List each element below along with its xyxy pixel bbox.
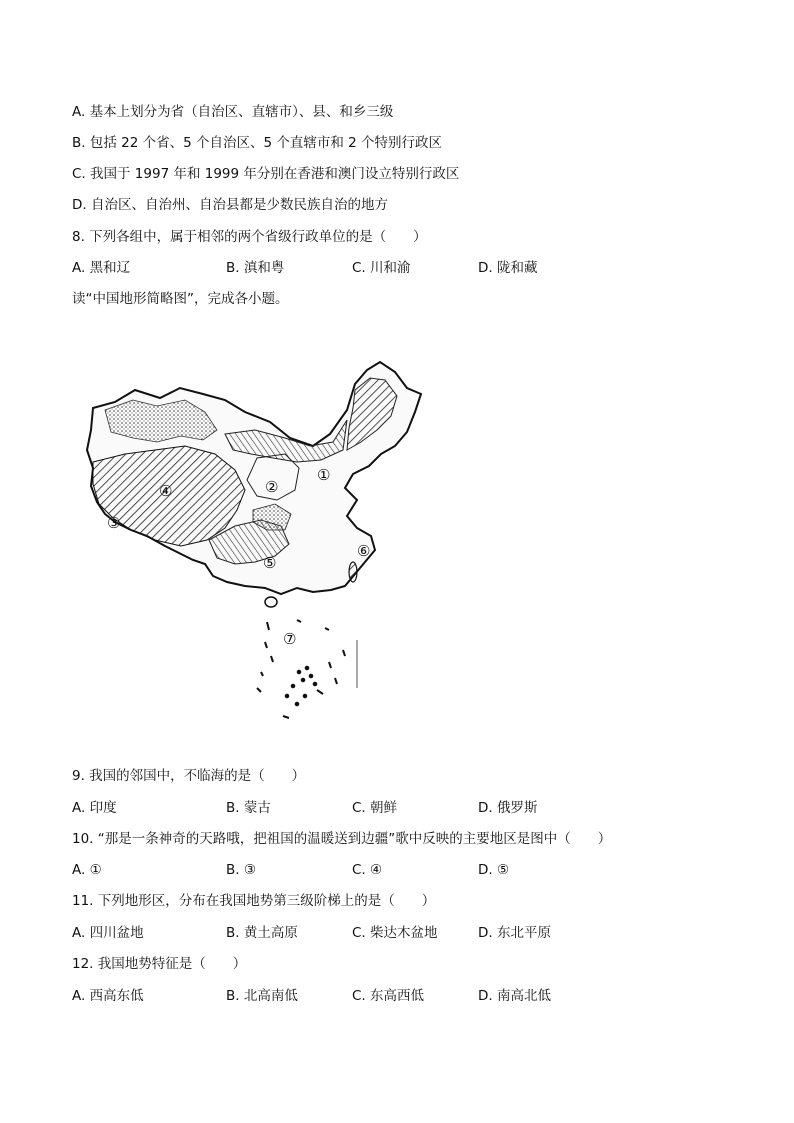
q12-option-a: A. 西高东低 [72,988,144,1004]
q10-option-c: C. ④ [352,862,383,878]
q11-stem: 11. 下列地形区，分布在我国地势第三级阶梯上的是（ ） [72,893,436,909]
q7-option-b: B. 包括 22 个省、5 个自治区、5 个直辖市和 2 个特别行政区 [72,135,443,151]
q8-option-b: B. 滇和粤 [226,260,285,276]
q9-option-c: C. 朝鲜 [352,800,398,816]
q11-option-d: D. 东北平原 [478,925,551,941]
q7-option-d: D. 自治区、自治州、自治县都是少数民族自治的地方 [72,197,388,213]
q10-stem: 10. “那是一条神奇的天路哦，把祖国的温暖送到边疆”歌中反映的主要地区是图中（ ） [72,831,612,847]
q8-option-d: D. 陇和藏 [478,260,538,276]
region-label-1: ① [317,466,331,484]
q11-option-b: B. 黄土高原 [226,925,298,941]
china-terrain-map [85,350,430,730]
q9-option-d: D. 俄罗斯 [478,800,538,816]
q10-option-d: D. ⑤ [478,862,510,878]
south-china-sea-islands [257,620,345,718]
region-label-4: ④ [159,482,173,500]
q9-stem: 9. 我国的邻国中，不临海的是（ ） [72,768,306,784]
q11-option-a: A. 四川盆地 [72,925,144,941]
region-label-3: ③ [107,514,121,532]
q12-option-b: B. 北高南低 [226,988,298,1004]
hainan-island [265,597,277,607]
q8-option-c: C. 川和渝 [352,260,411,276]
q12-option-d: D. 南高北低 [478,988,551,1004]
map-intro: 读“中国地形简略图”，完成各小题。 [72,291,289,307]
region-label-6: ⑥ [357,542,371,560]
region-label-7: ⑦ [283,630,297,648]
q10-option-a: A. ① [72,862,102,878]
q11-option-c: C. 柴达木盆地 [352,925,438,941]
q9-option-a: A. 印度 [72,800,117,816]
q12-option-c: C. 东高西低 [352,988,425,1004]
region-label-5: ⑤ [263,554,277,572]
q12-stem: 12. 我国地势特征是（ ） [72,956,247,972]
q7-option-a: A. 基本上划分为省（自治区、直辖市）、县、和乡三级 [72,104,394,120]
q9-option-b: B. 蒙古 [226,800,271,816]
region-label-2: ② [265,478,279,496]
q10-option-b: B. ③ [226,862,256,878]
q7-option-c: C. 我国于 1997 年和 1999 年分别在香港和澳门设立特别行政区 [72,166,460,182]
q8-option-a: A. 黑和辽 [72,260,131,276]
q8-stem: 8. 下列各组中，属于相邻的两个省级行政单位的是（ ） [72,229,427,245]
taiwan-island [349,562,357,582]
